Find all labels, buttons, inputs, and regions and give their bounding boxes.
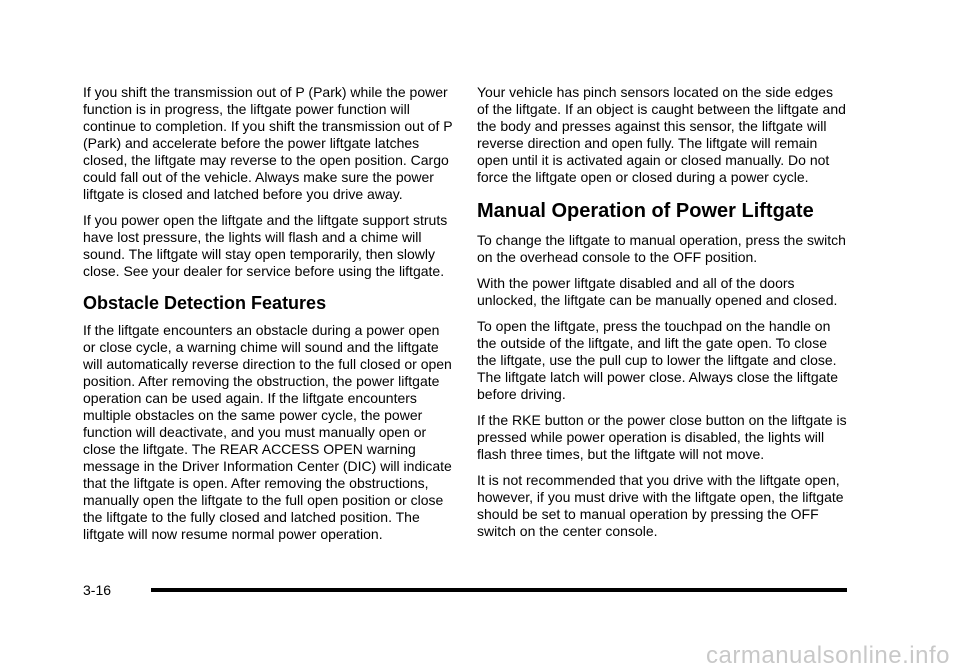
body-paragraph: If you shift the transmission out of P (Park) while the power function is in progress, the liftgate power function will continue to completion. If you shift the transmission out of P (Park) and accelerate before the power liftgate latches closed, the liftgate may reverse to the open position. Cargo could fall out of the vehicle. Always make sure the power liftgate is closed and latched before you drive away. bbox=[83, 84, 453, 202]
body-paragraph: To open the liftgate, press the touchpad on the handle on the outside of the liftgate, and lift the gate open. To close the liftgate, use the pull cup to lower the liftgate and close. The liftgate latch will power close. Always close the liftgate before driving. bbox=[477, 318, 839, 402]
watermark-text: carmanualsonline.info bbox=[706, 642, 950, 669]
section-heading-obstacle-detection: Obstacle Detection Features bbox=[83, 293, 327, 313]
footer-rule bbox=[151, 588, 847, 592]
body-paragraph: It is not recommended that you drive with the liftgate open, however, if you must drive with the liftgate open, the liftgate should be set to manual operation by pressing the OFF switch on the center console. bbox=[477, 472, 844, 539]
body-paragraph: If the liftgate encounters an obstacle during a power open or close cycle, a warning chime will sound and the liftgate will automatically reverse direction to the full closed or open position. After removing the obstruction, the power liftgate operation can be used again. If the liftgate encounters multiple obstacles on the same power cycle, the power function will deactivate, and you must manually open or close the liftgate. The REAR ACCESS OPEN warning message in the Driver Information Center (DIC) will indicate that the liftgate is open. After removing the obstructions, manually open the liftgate to the full open position or close the liftgate to the fully closed and latched position. The liftgate will now resume normal power operation. bbox=[83, 322, 452, 542]
page-number: 3-16 bbox=[83, 582, 112, 598]
body-paragraph: To change the liftgate to manual operation, press the switch on the overhead console to the OFF position. bbox=[477, 232, 846, 265]
body-paragraph: If you power open the liftgate and the liftgate support struts have lost pressure, the lights will flash and a chime will sound. The liftgate will stay open temporarily, then slowly close. See your dealer for service before using the liftgate. bbox=[83, 212, 448, 279]
right-column bbox=[477, 84, 847, 549]
body-paragraph: With the power liftgate disabled and all of the doors unlocked, the liftgate can be manually opened and closed. bbox=[477, 275, 838, 308]
body-paragraph: If the RKE button or the power close button on the liftgate is pressed while power operation is disabled, the lights will flash three times, but the liftgate will not move. bbox=[477, 412, 847, 462]
body-paragraph: Your vehicle has pinch sensors located on the side edges of the liftgate. If an object is caught between the liftgate and the body and presses against this sensor, the liftgate will reverse direction and open fully. The liftgate will remain open until it is activated again or closed manually. Do not force the liftgate open or closed during a power cycle. bbox=[477, 84, 846, 185]
left-column bbox=[83, 84, 453, 552]
section-heading-manual-operation: Manual Operation of Power Liftgate bbox=[477, 200, 814, 222]
